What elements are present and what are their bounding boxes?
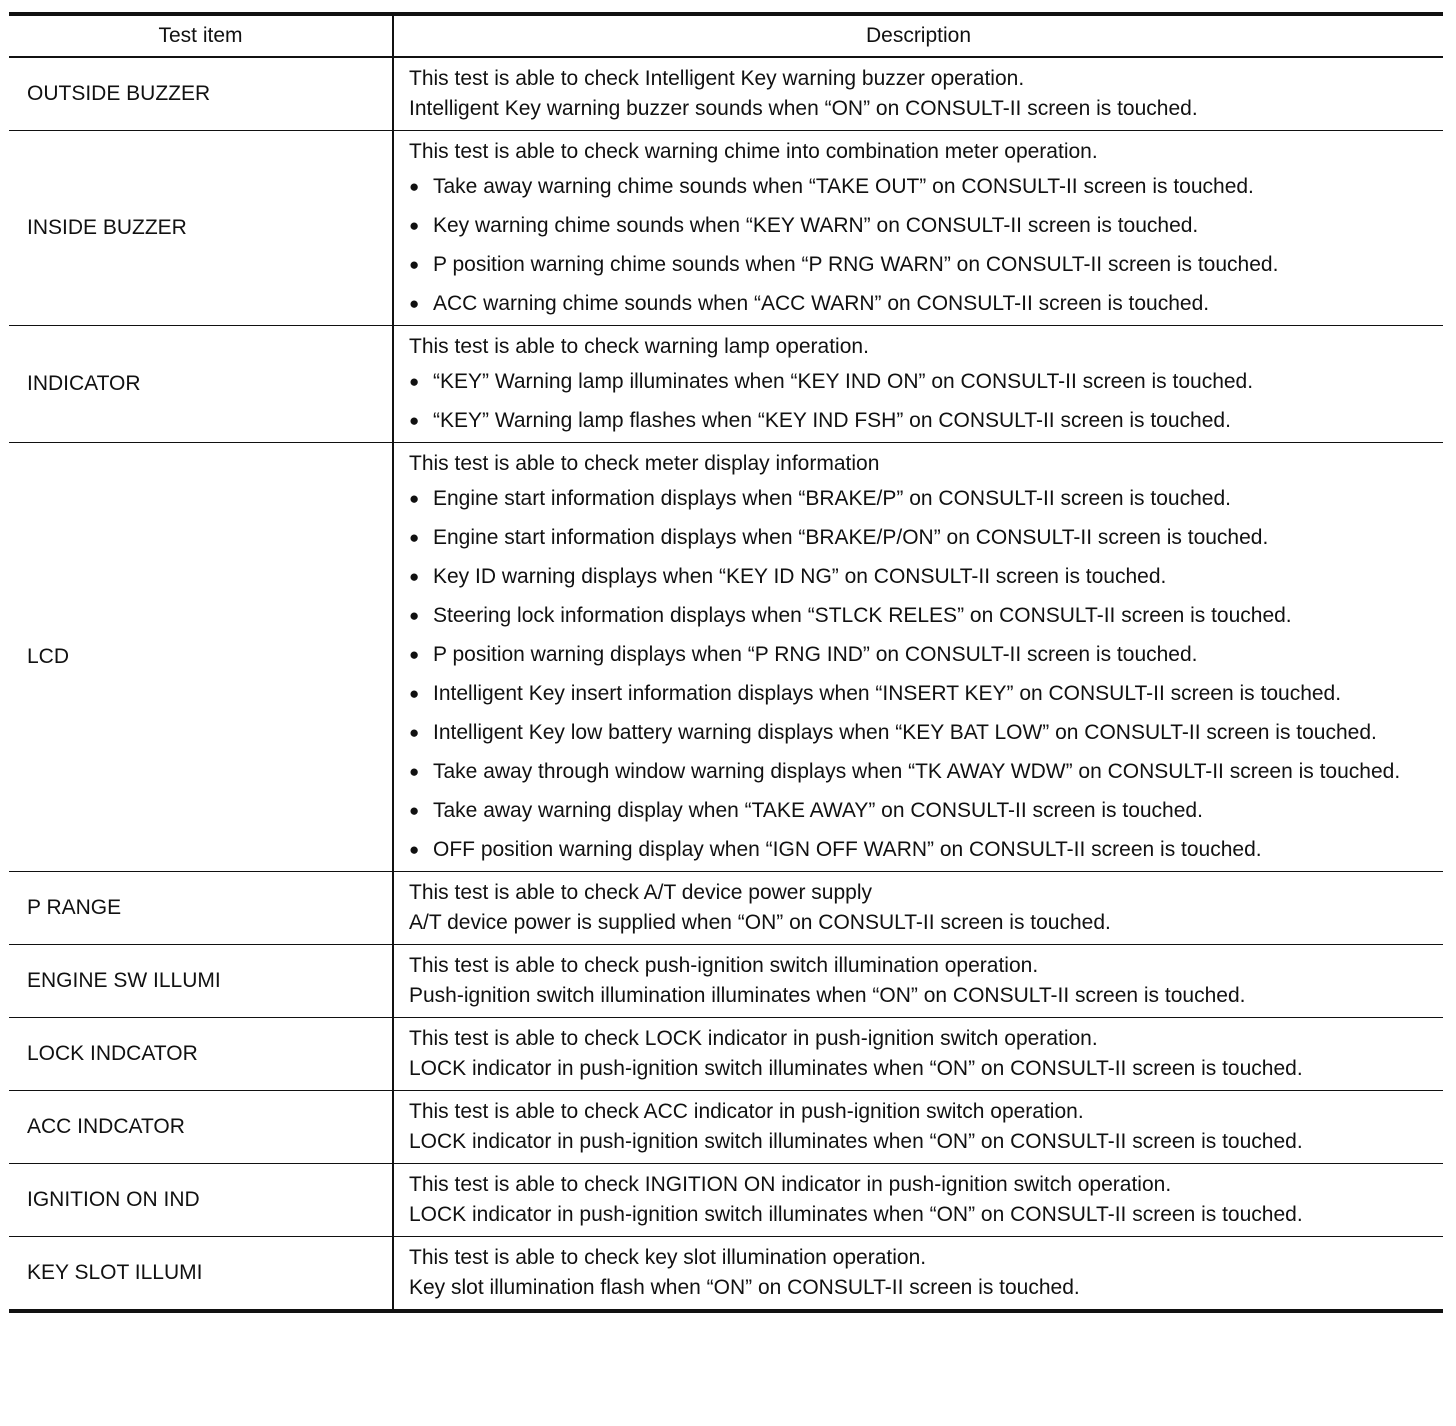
test-item-name: P RANGE (27, 896, 122, 919)
bullet-dot-icon: ● (409, 216, 420, 235)
bullet-dot-icon: ● (409, 606, 420, 625)
test-item-cell (9, 945, 393, 1018)
bullet-text: P position warning displays when “P RNG IND” on CONSULT-II screen is touched. (433, 643, 1198, 666)
description-line: This test is able to check warning chime into combination meter operation. (409, 140, 1098, 163)
bullet-text: Engine start information displays when “BRAKE/P” on CONSULT-II screen is touched. (433, 487, 1231, 510)
test-item-cell (9, 1164, 393, 1237)
bullet-dot-icon: ● (409, 762, 420, 781)
description-line: This test is able to check Intelligent Key warning buzzer operation. (409, 67, 1025, 90)
bullet-item (409, 210, 1431, 241)
test-item-cell (9, 443, 393, 872)
bullet-item (409, 288, 1431, 319)
table-row-1 (9, 57, 1443, 131)
description-cell (393, 1018, 1443, 1091)
test-item-table-container (9, 12, 1443, 1313)
bullet-text: Steering lock information displays when “STLCK RELES” on CONSULT-II screen is touched. (433, 604, 1292, 627)
bullet-text: P position warning chime sounds when “P RNG WARN” on CONSULT-II screen is touched. (433, 253, 1279, 276)
bullet-item (409, 366, 1431, 397)
description-line: LOCK indicator in push-ignition switch illuminates when “ON” on CONSULT-II screen is touched. (409, 1203, 1303, 1226)
bullet-text: Key warning chime sounds when “KEY WARN” on CONSULT-II screen is touched. (433, 214, 1199, 237)
description-line: This test is able to check LOCK indicator in push-ignition switch operation. (409, 1027, 1098, 1050)
bullet-text: Intelligent Key insert information displays when “INSERT KEY” on CONSULT-II screen is touched. (433, 682, 1342, 705)
description-cell (393, 945, 1443, 1018)
description-line: Key slot illumination flash when “ON” on CONSULT-II screen is touched. (409, 1276, 1080, 1299)
description-cell (393, 443, 1443, 872)
bullet-item (409, 756, 1431, 787)
table-row-7 (9, 1018, 1443, 1091)
bullet-dot-icon: ● (409, 528, 420, 547)
test-item-name: LOCK INDCATOR (27, 1042, 198, 1065)
bullet-dot-icon: ● (409, 294, 420, 313)
header-description: Description (393, 14, 1443, 57)
test-item-name: IGNITION ON IND (27, 1188, 200, 1211)
bullet-text: Intelligent Key low battery warning displays when “KEY BAT LOW” on CONSULT-II screen is touched. (433, 721, 1377, 744)
test-item-name: INDICATOR (27, 372, 141, 395)
bullet-text: Take away through window warning displays when “TK AWAY WDW” on CONSULT-II screen is touched. (433, 760, 1401, 783)
bullet-dot-icon: ● (409, 645, 420, 664)
bullet-dot-icon: ● (409, 489, 420, 508)
bullet-item (409, 483, 1431, 514)
description-line: This test is able to check push-ignition switch illumination operation. (409, 954, 1039, 977)
description-cell (393, 57, 1443, 131)
bullet-text: Take away warning chime sounds when “TAKE OUT” on CONSULT-II screen is touched. (433, 175, 1254, 198)
description-cell (393, 326, 1443, 443)
bullet-item (409, 171, 1431, 202)
bullet-item (409, 639, 1431, 670)
bullet-dot-icon: ● (409, 684, 420, 703)
description-line: Intelligent Key warning buzzer sounds when “ON” on CONSULT-II screen is touched. (409, 97, 1198, 120)
table-row-9 (9, 1164, 1443, 1237)
bullet-item (409, 561, 1431, 592)
bullet-item (409, 405, 1431, 436)
bullet-dot-icon: ● (409, 567, 420, 586)
test-item-name: INSIDE BUZZER (27, 216, 187, 239)
bullet-text: “KEY” Warning lamp illuminates when “KEY IND ON” on CONSULT-II screen is touched. (433, 370, 1254, 393)
bullet-text: Key ID warning displays when “KEY ID NG” on CONSULT-II screen is touched. (433, 565, 1167, 588)
test-item-name: OUTSIDE BUZZER (27, 82, 211, 105)
bullet-dot-icon: ● (409, 372, 420, 391)
description-line: Push-ignition switch illumination illuminates when “ON” on CONSULT-II screen is touched. (409, 984, 1246, 1007)
description-line: This test is able to check INGITION ON indicator in push-ignition switch operation. (409, 1173, 1172, 1196)
description-cell (393, 1164, 1443, 1237)
test-item-name: ACC INDCATOR (27, 1115, 185, 1138)
bullet-dot-icon: ● (409, 177, 420, 196)
table-row-2 (9, 131, 1443, 326)
test-item-cell (9, 326, 393, 443)
bullet-dot-icon: ● (409, 411, 420, 430)
bullet-item (409, 600, 1431, 631)
description-line: A/T device power is supplied when “ON” on CONSULT-II screen is touched. (409, 911, 1111, 934)
header-test-item: Test item (9, 14, 393, 57)
table-row-4 (9, 443, 1443, 872)
test-item-name: KEY SLOT ILLUMI (27, 1261, 203, 1284)
description-line: This test is able to check key slot illumination operation. (409, 1246, 927, 1269)
table-row-3 (9, 326, 1443, 443)
bullet-item (409, 717, 1431, 748)
description-cell (393, 1237, 1443, 1312)
description-cell (393, 872, 1443, 945)
bullet-text: Take away warning display when “TAKE AWAY” on CONSULT-II screen is touched. (433, 799, 1203, 822)
description-line: This test is able to check meter display information (409, 452, 880, 475)
bullet-item (409, 249, 1431, 280)
header-row (9, 14, 1443, 57)
description-line: LOCK indicator in push-ignition switch illuminates when “ON” on CONSULT-II screen is touched. (409, 1130, 1303, 1153)
test-item-name: ENGINE SW ILLUMI (27, 969, 221, 992)
table-row-10 (9, 1237, 1443, 1312)
bullet-dot-icon: ● (409, 723, 420, 742)
test-item-name: LCD (27, 645, 70, 668)
description-line: This test is able to check warning lamp operation. (409, 335, 869, 358)
table-body (9, 57, 1443, 1311)
bullet-item (409, 678, 1431, 709)
bullet-dot-icon: ● (409, 840, 420, 859)
bullet-item (409, 522, 1431, 553)
test-item-cell (9, 1091, 393, 1164)
test-item-cell (9, 57, 393, 131)
bullet-text: OFF position warning display when “IGN OFF WARN” on CONSULT-II screen is touched. (433, 838, 1262, 861)
bullet-item (409, 834, 1431, 865)
table-row-5 (9, 872, 1443, 945)
bullet-text: Engine start information displays when “BRAKE/P/ON” on CONSULT-II screen is touched. (433, 526, 1269, 549)
bullet-text: ACC warning chime sounds when “ACC WARN” on CONSULT-II screen is touched. (433, 292, 1210, 315)
bullet-dot-icon: ● (409, 255, 420, 274)
test-item-cell (9, 872, 393, 945)
table-header (9, 14, 1443, 57)
description-line: LOCK indicator in push-ignition switch illuminates when “ON” on CONSULT-II screen is touched. (409, 1057, 1303, 1080)
bullet-dot-icon: ● (409, 801, 420, 820)
description-line: This test is able to check A/T device power supply (409, 881, 873, 904)
table-row-6 (9, 945, 1443, 1018)
bullet-item (409, 795, 1431, 826)
description-cell (393, 131, 1443, 326)
bullet-text: “KEY” Warning lamp flashes when “KEY IND FSH” on CONSULT-II screen is touched. (433, 409, 1231, 432)
test-item-cell (9, 1018, 393, 1091)
test-item-table (9, 12, 1443, 1313)
description-cell (393, 1091, 1443, 1164)
table-row-8 (9, 1091, 1443, 1164)
test-item-cell (9, 131, 393, 326)
description-line: This test is able to check ACC indicator in push-ignition switch operation. (409, 1100, 1084, 1123)
test-item-cell (9, 1237, 393, 1312)
